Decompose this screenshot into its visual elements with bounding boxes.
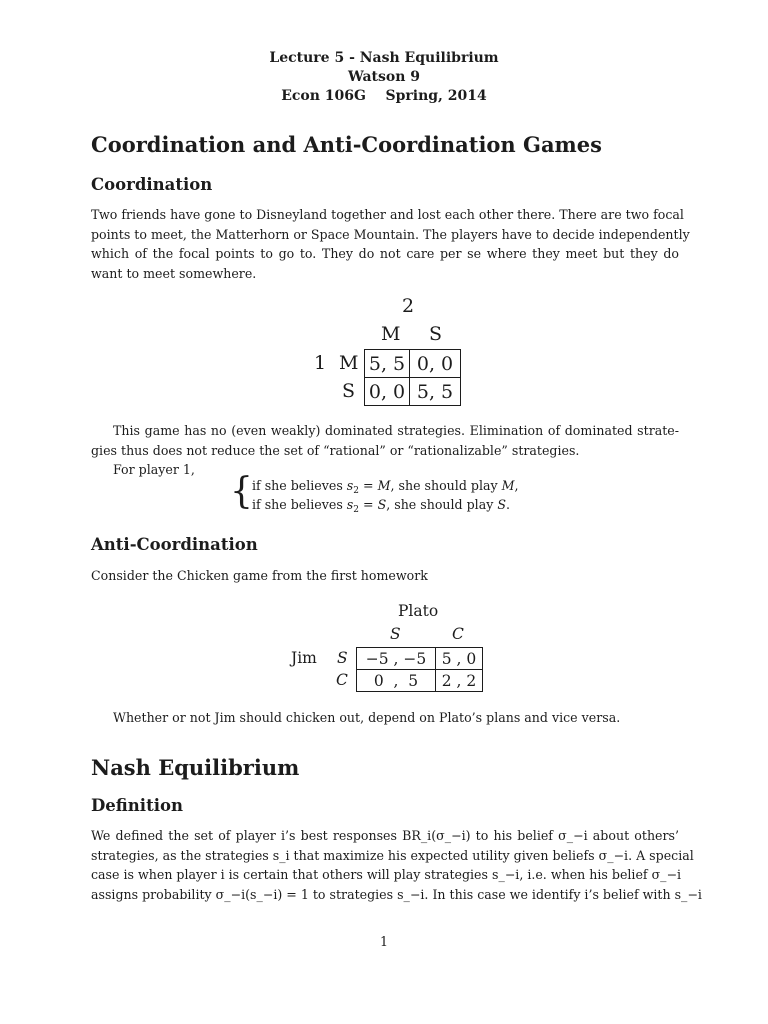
row-strategy-label: C	[336, 671, 348, 689]
column-player-label: Plato	[398, 602, 439, 620]
best-response: M	[501, 478, 515, 493]
case-end: .	[505, 497, 510, 512]
column-strategy-label: C	[452, 625, 464, 643]
belief-variable: s	[346, 497, 354, 512]
left-brace: {	[230, 471, 253, 512]
coordination-payoff-matrix	[364, 349, 461, 406]
dominated-strategies-paragraph	[91, 421, 679, 460]
payoff-cell: 5, 5	[410, 378, 461, 406]
variable-subscript: 2	[353, 505, 359, 515]
paragraph-line: points to meet, the Matterhorn or Space Mountain. The players have to decide independently	[91, 226, 690, 242]
row-strategy-label: S	[337, 649, 348, 667]
case-tail: , she should play	[390, 478, 502, 493]
paragraph-line: assigns probability σ_−i(s_−i) = 1 to strategies s_−i. In this case we identify i’s belief with s_−i	[91, 886, 702, 902]
case-text: if she believes	[252, 478, 343, 493]
lecture-reference: Watson 9	[347, 69, 421, 85]
section-title-nash: Nash Equilibrium	[91, 755, 300, 780]
case-line	[252, 476, 519, 496]
equals-sign: =	[363, 497, 378, 512]
course-term: Econ 106G Spring, 2014	[281, 88, 487, 104]
column-strategy-label: S	[429, 323, 443, 345]
best-response: S	[497, 497, 506, 512]
chicken-payoff-matrix	[356, 647, 483, 692]
subsection-title-coordination: Coordination	[91, 175, 213, 194]
lecture-title: Lecture 5 - Nash Equilibrium	[269, 50, 499, 66]
column-strategy-label: S	[390, 625, 401, 643]
paragraph-line: We defined the set of player i’s best responses BR_i(σ_−i) to his belief σ_−i about others’	[91, 828, 679, 843]
paragraph-line: which of the focal points to go to. They do not care per se where they meet but they do	[91, 246, 679, 261]
payoff-cell: −5 , −5	[357, 648, 436, 670]
row-strategy-label: S	[342, 380, 356, 402]
subsection-title-anti-coordination: Anti-Coordination	[91, 535, 258, 554]
for-player-text: For player 1,	[113, 462, 195, 477]
paragraph-line: want to meet somewhere.	[91, 265, 257, 281]
chicken-conclusion: Whether or not Jim should chicken out, depend on Plato’s plans and vice versa.	[113, 710, 621, 725]
paragraph-line: This game has no (even weakly) dominated strategies. Elimination of dominated strate-	[113, 423, 679, 438]
equals-sign: =	[363, 478, 378, 493]
row-player-label: Jim	[291, 649, 317, 667]
page-number: 1	[379, 934, 388, 949]
paragraph-line: Two friends have gone to Disneyland together and lost each other there. There are two focal	[91, 207, 684, 222]
payoff-cell: 0 , 5	[357, 670, 436, 692]
believed-strategy: M	[377, 478, 391, 493]
payoff-cell: 0, 0	[365, 378, 410, 406]
coordination-paragraph	[91, 205, 690, 283]
column-strategy-label: M	[381, 323, 401, 345]
payoff-cell: 2 , 2	[436, 670, 483, 692]
belief-variable: s	[346, 478, 354, 493]
case-line	[252, 495, 510, 515]
case-end: ,	[514, 478, 519, 493]
paragraph-line: case is when player i is certain that others will play strategies s_−i, i.e. when his belief σ_−i	[91, 867, 682, 882]
row-strategy-label: M	[339, 352, 359, 374]
column-player-label: 2	[402, 295, 415, 317]
case-tail: , she should play	[386, 497, 498, 512]
payoff-cell: 5 , 0	[436, 648, 483, 670]
believed-strategy: S	[377, 497, 387, 512]
payoff-cell: 5, 5	[365, 350, 410, 378]
variable-subscript: 2	[353, 486, 359, 496]
subsection-title-definition: Definition	[91, 796, 183, 815]
definition-paragraph	[91, 826, 702, 904]
row-player-label: 1	[314, 352, 327, 374]
payoff-cell: 0, 0	[410, 350, 461, 378]
section-title: Coordination and Anti-Coordination Games	[91, 132, 602, 157]
paragraph-line: strategies, as the strategies s_i that maximize his expected utility given beliefs σ_−i. A special	[91, 847, 694, 863]
case-text: if she believes	[252, 497, 343, 512]
paragraph-line: gies thus does not reduce the set of “rational” or “rationalizable” strategies.	[91, 442, 580, 458]
chicken-intro: Consider the Chicken game from the first homework	[91, 568, 428, 583]
